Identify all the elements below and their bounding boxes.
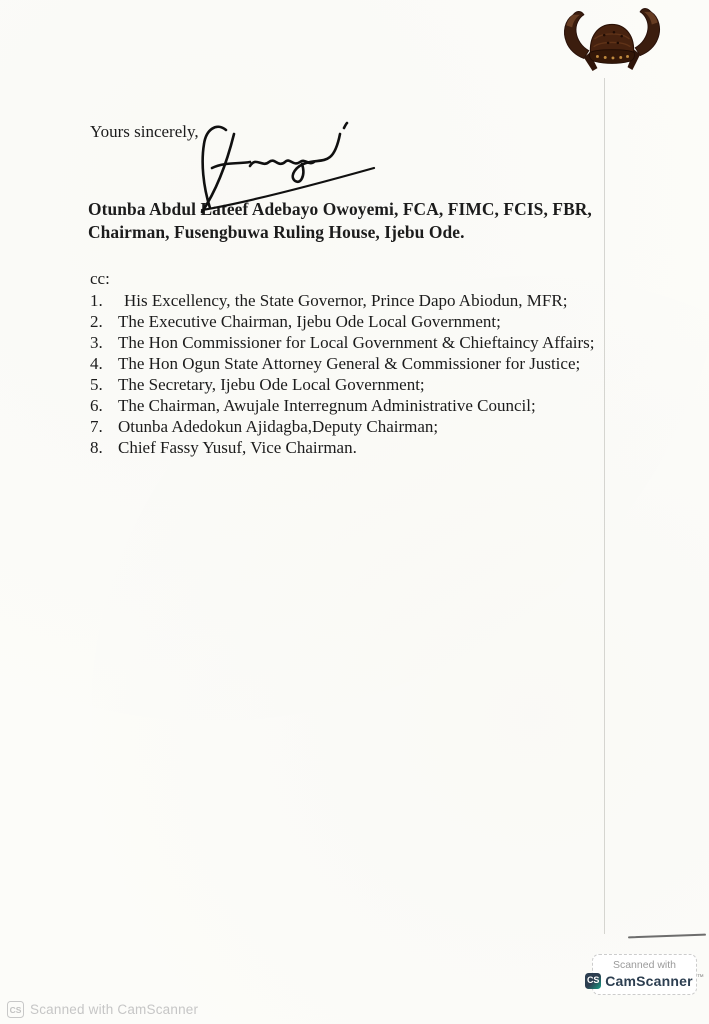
cc-list-item — [90, 312, 595, 333]
footer-watermark-text: Scanned with CamScanner — [30, 1002, 199, 1017]
badge-brand-row — [585, 973, 704, 989]
cc-label: cc: — [90, 269, 110, 288]
cc-item-text: The Hon Commissioner for Local Government & Chieftaincy Affairs; — [118, 333, 595, 352]
cc-item-text: The Chairman, Awujale Interregnum Administrative Council; — [118, 396, 536, 415]
signature — [166, 110, 381, 220]
cc-item-number: 6. — [90, 396, 103, 415]
cc-item-text: The Secretary, Ijebu Ode Local Government; — [118, 375, 425, 394]
cc-list-item — [90, 354, 595, 375]
signatory-title: Chairman, Fusengbuwa Ruling House, Ijebu Ode. — [88, 221, 465, 242]
cc-list-item — [90, 291, 595, 312]
cc-item-number: 1. — [90, 291, 103, 310]
ruling-house-crest-icon — [556, 6, 668, 72]
cc-item-text: Otunba Adedokun Ajidagba,Deputy Chairman; — [118, 417, 439, 436]
cc-item-number: 7. — [90, 417, 103, 436]
cc-item-number: 8. — [90, 438, 103, 457]
cc-list-item — [90, 438, 595, 459]
cc-list — [90, 291, 595, 459]
cc-list-item — [90, 396, 595, 417]
scan-page-edge-line — [628, 934, 706, 939]
badge-scanned-with-label: Scanned with — [612, 959, 677, 972]
camscanner-outline-icon: CS — [7, 1001, 24, 1018]
camscanner-badge — [586, 954, 704, 995]
camscanner-brand-text: CamScanner — [605, 972, 693, 989]
cc-list-item — [90, 333, 595, 354]
cc-item-number: 2. — [90, 312, 103, 331]
cc-item-text: His Excellency, the State Governor, Prince Dapo Abiodun, MFR; — [124, 291, 568, 310]
cc-item-number: 5. — [90, 375, 103, 394]
signatory-name: Otunba Abdul Lateef Adebayo Owoyemi, FCA, FIMC, FCIS, FBR, — [88, 199, 592, 219]
cc-list-item — [90, 417, 595, 438]
camscanner-logo-icon: CS — [585, 973, 601, 989]
camscanner-footer-watermark — [7, 1001, 198, 1018]
cc-item-text: Chief Fassy Yusuf, Vice Chairman. — [118, 438, 357, 457]
cc-item-text: The Hon Ogun State Attorney General & Commissioner for Justice; — [118, 354, 581, 373]
trademark-symbol: ™ — [696, 973, 704, 981]
cc-item-number: 3. — [90, 333, 103, 352]
scan-crease-line — [604, 78, 605, 934]
cc-item-number: 4. — [90, 354, 103, 373]
cc-item-text: The Executive Chairman, Ijebu Ode Local Government; — [118, 312, 501, 331]
closing-salutation: Yours sincerely, — [90, 122, 199, 141]
cc-list-item — [90, 375, 595, 396]
